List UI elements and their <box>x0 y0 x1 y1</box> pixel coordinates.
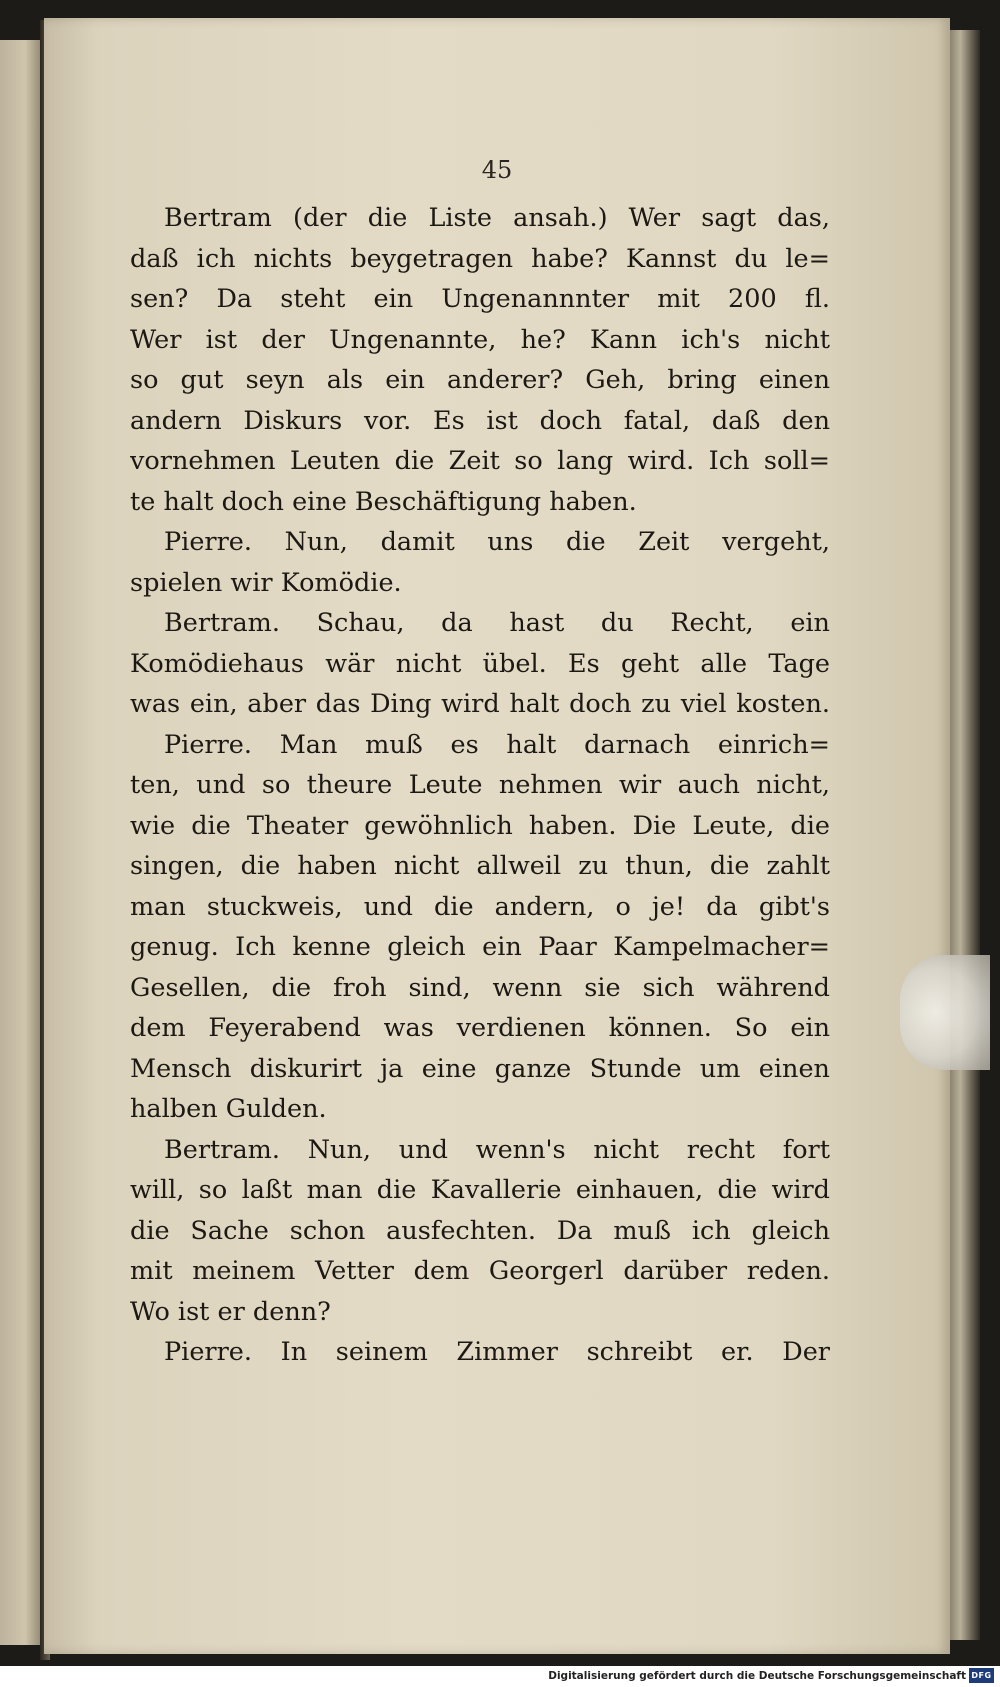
funding-credit: Digitalisierung gefördert durch die Deutsche Forschungsgemeinschaft <box>548 1670 966 1682</box>
text-line: dem Feyerabend was verdienen können. So ein <box>130 1013 830 1043</box>
page-stack-edge <box>950 30 980 1640</box>
page-text <box>130 198 830 1373</box>
text-line: Komödiehaus wär nicht übel. Es geht alle Tage <box>130 648 830 679</box>
text-line: halben Gulden. <box>130 1094 327 1124</box>
text-line: singen, die haben nicht allweil zu thun, die zahlt <box>130 851 830 881</box>
text-line: so gut seyn als ein anderer? Geh, bring einen <box>130 365 830 395</box>
text-line: te halt doch eine Beschäftigung haben. <box>130 486 637 517</box>
text-line: Bertram (der die Liste ansah.) Wer sagt das, <box>164 203 830 233</box>
text-line: Pierre. Man muß es halt darnach einrich= <box>164 729 830 760</box>
text-line: Bertram. Nun, und wenn's nicht recht fort <box>164 1134 830 1165</box>
text-line: Wer ist der Ungenannte, he? Kann ich's nicht <box>130 324 830 355</box>
text-line: Pierre. Nun, damit uns die Zeit vergeht, <box>164 527 830 557</box>
previous-page-edge <box>0 40 42 1645</box>
text-line: Wo ist er denn? <box>130 1296 331 1327</box>
text-line: spielen wir Komödie. <box>130 567 402 598</box>
text-line: andern Diskurs vor. Es ist doch fatal, daß den <box>130 405 830 436</box>
text-line: Pierre. In seinem Zimmer schreibt er. Der <box>164 1337 830 1367</box>
text-line: ten, und so theure Leute nehmen wir auch nicht, <box>130 770 830 800</box>
text-line: Gesellen, die froh sind, wenn sie sich während <box>130 972 830 1003</box>
book-page <box>44 18 950 1654</box>
footer-bar <box>0 1666 1000 1687</box>
text-line: was ein, aber das Ding wird halt doch zu viel kosten. <box>130 689 830 719</box>
scanner-thumb-clip <box>900 955 990 1070</box>
dfg-logo-icon: DFG <box>969 1668 994 1683</box>
text-line: vornehmen Leuten die Zeit so lang wird. Ich soll= <box>130 446 830 476</box>
text-line: wie die Theater gewöhnlich haben. Die Leute, die <box>130 810 830 841</box>
text-line: sen? Da steht ein Ungenannnter mit 200 fl. <box>130 284 830 314</box>
text-line: Bertram. Schau, da hast du Recht, ein <box>164 608 830 638</box>
text-line: genug. Ich kenne gleich ein Paar Kampelmacher= <box>130 932 830 962</box>
text-line: mit meinem Vetter dem Georgerl darüber reden. <box>130 1256 830 1286</box>
text-line: will, so laßt man die Kavallerie einhauen, die wird <box>130 1175 830 1205</box>
text-line: die Sache schon ausfechten. Da muß ich gleich <box>130 1215 830 1246</box>
text-line: man stuckweis, und die andern, o je! da gibt's <box>130 891 830 922</box>
text-line: daß ich nichts beygetragen habe? Kannst du le= <box>130 243 830 274</box>
page-number: 45 <box>481 156 513 184</box>
text-line: Mensch diskurirt ja eine ganze Stunde um einen <box>130 1053 830 1084</box>
